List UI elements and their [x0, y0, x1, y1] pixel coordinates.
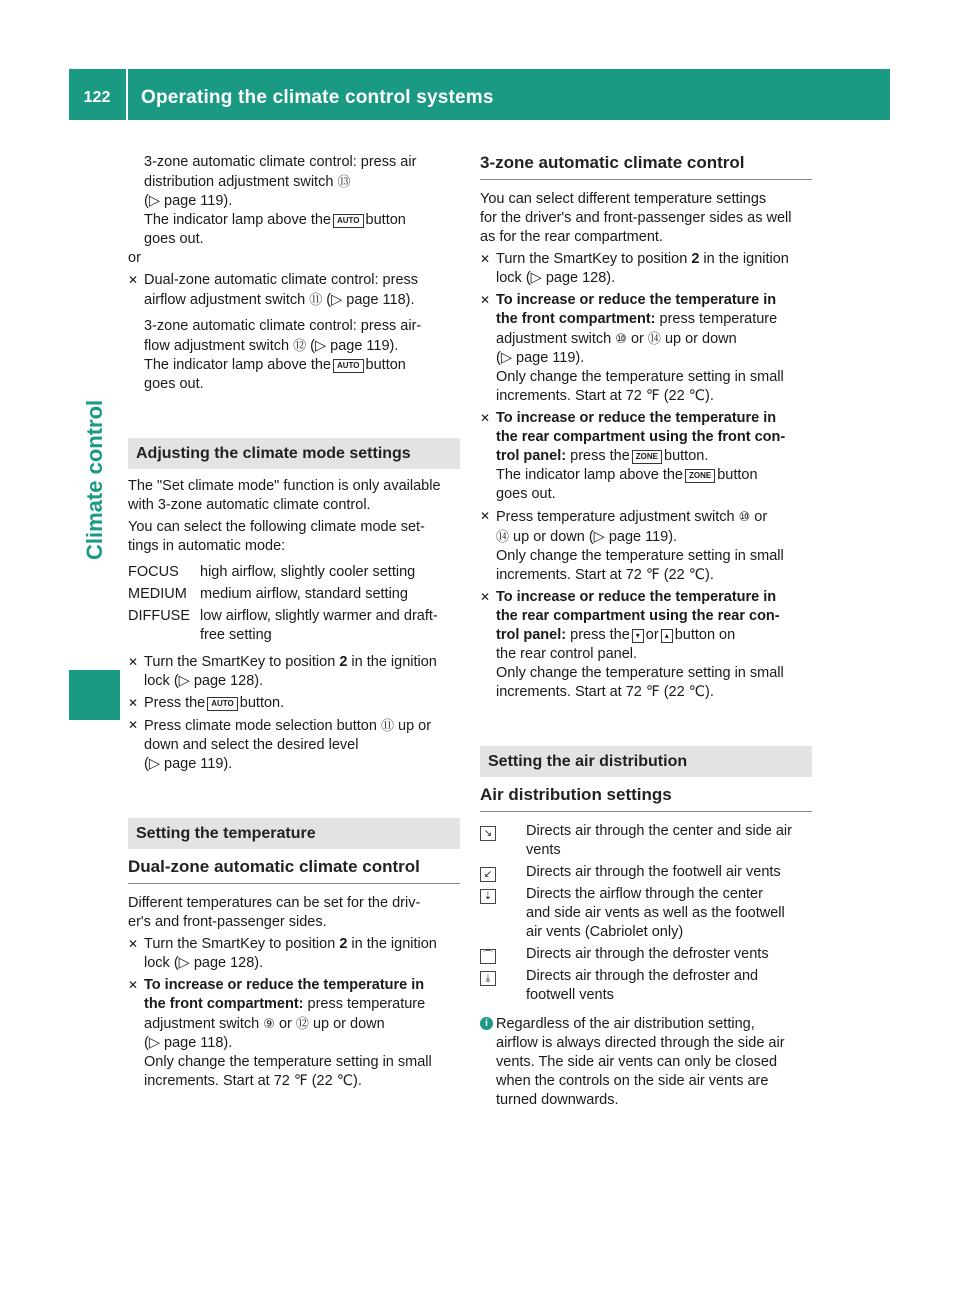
text-line: increments. Start at 72 ℉ (22 ℃). [496, 567, 714, 583]
callout-number: ⑨ [263, 1016, 275, 1031]
side-tab-label: Climate control [82, 399, 107, 561]
step-arrow-icon: ✕ [128, 978, 139, 992]
callout-number: ⑬ [337, 174, 351, 189]
step-arrow-icon: ✕ [480, 590, 491, 604]
instruction-step [480, 507, 812, 585]
text-line: as for the rear compartment. [480, 229, 663, 245]
callout-number: ⑪ [309, 292, 323, 307]
text-line: the rear control panel. [496, 646, 638, 662]
text-line: Dual-zone automatic climate control: press [144, 272, 419, 288]
callout-number: ⑫ [295, 1016, 309, 1031]
air-setting-row [480, 967, 812, 1005]
step-arrow-icon: ✕ [480, 411, 491, 425]
text-line: down and select the desired level [144, 737, 359, 753]
text-line: To increase or reduce the temperature in [496, 410, 777, 426]
text-line: Directs air through the defroster and [526, 968, 759, 984]
callout-number: ⑪ [380, 718, 394, 733]
text-line: The indicator lamp above the AUTO button [144, 212, 406, 228]
footwell-vents-icon: ↙ [480, 867, 496, 882]
text-line: Regardless of the air distribution setting, [496, 1016, 755, 1032]
section-heading: Adjusting the climate mode settings [128, 438, 460, 469]
text-line: the front compartment: press temperature [144, 996, 426, 1012]
instruction-step [128, 935, 460, 973]
instruction-step [480, 409, 812, 504]
paragraph [128, 317, 460, 394]
text-line: increments. Start at 72 ℉ (22 ℃). [144, 1073, 362, 1089]
instruction-step [128, 271, 460, 310]
header-separator [126, 69, 128, 120]
text-line: Press temperature adjustment switch ⑩ or [496, 509, 768, 525]
air-setting-row [480, 885, 812, 942]
text-line: Only change the temperature setting in small [496, 665, 784, 681]
section-heading: Setting the air distribution [480, 746, 812, 777]
text-line: Directs air through the footwell air vents [526, 864, 781, 880]
mode-key: DIFFUSE [128, 608, 191, 624]
step-arrow-icon: ✕ [128, 696, 139, 710]
text-line: Directs air through the center and side air [526, 823, 792, 839]
text-line: To increase or reduce the temperature in [496, 292, 777, 308]
step-arrow-icon: ✕ [480, 252, 491, 266]
info-note [480, 1015, 812, 1110]
mode-desc: medium airflow, standard setting [200, 586, 408, 602]
down-button-icon: ▾ [632, 629, 644, 643]
subsection-heading: 3-zone automatic climate control [480, 153, 812, 180]
instruction-step [480, 291, 812, 406]
text-line: the rear compartment using the front con- [496, 429, 786, 445]
text-line: To increase or reduce the temperature in [144, 977, 425, 993]
text-line: goes out. [144, 376, 204, 392]
callout-number: ⑩ [615, 331, 627, 346]
subsection-heading: Air distribution settings [480, 785, 812, 812]
text-line: 3-zone automatic climate control: press air [144, 154, 417, 170]
text-line: flow adjustment switch ⑫ (▷ page 119). [144, 338, 399, 354]
side-tab-marker [69, 670, 120, 720]
instruction-step [480, 588, 812, 702]
text-line: turned downwards. [496, 1092, 619, 1108]
text-line: increments. Start at 72 ℉ (22 ℃). [496, 388, 714, 404]
instruction-step [128, 976, 460, 1091]
text-line: You can select the following climate mode set- [128, 519, 425, 535]
text-line: the front compartment: press temperature [496, 311, 778, 327]
text-line: adjustment switch ⑨ or ⑫ up or down [144, 1016, 385, 1032]
air-setting-row [480, 863, 812, 882]
right-column [480, 153, 812, 1110]
text-line: lock (▷ page 128). [496, 270, 616, 286]
text-line: airflow adjustment switch ⑪ (▷ page 118). [144, 292, 415, 308]
callout-number: ⑭ [496, 529, 510, 544]
auto-button-icon: AUTO [333, 359, 364, 373]
or-label: or [128, 250, 141, 266]
defroster-footwell-vents-icon: ⤓ [480, 971, 496, 986]
mode-desc: high airflow, slightly cooler setting [200, 564, 416, 580]
text-line: trol panel: press the ZONE button. [496, 448, 709, 464]
text-line: Press climate mode selection button ⑪ up or [144, 718, 432, 734]
text-line: To increase or reduce the temperature in [496, 589, 777, 605]
text-line: distribution adjustment switch ⑬ [144, 174, 351, 190]
air-setting-row [480, 945, 812, 964]
left-column [128, 153, 460, 1091]
instruction-step [128, 694, 460, 713]
page-title: Operating the climate control systems [141, 87, 494, 108]
up-button-icon: ▴ [661, 629, 673, 643]
callout-number: ⑫ [293, 338, 307, 353]
text-line: with 3-zone automatic climate control. [128, 497, 371, 513]
text-line: lock (▷ page 128). [144, 955, 264, 971]
text-line: goes out. [144, 231, 204, 247]
paragraph [128, 153, 460, 249]
text-line: vents [526, 842, 561, 858]
text-line: air vents (Cabriolet only) [526, 924, 684, 940]
text-line: Press the AUTO button. [144, 695, 285, 711]
page-number: 122 [83, 89, 111, 106]
text-line: Turn the SmartKey to position 2 in the ignition [144, 654, 437, 670]
step-arrow-icon: ✕ [128, 273, 139, 287]
mode-key: MEDIUM [128, 586, 187, 602]
callout-number: ⑩ [738, 509, 751, 524]
auto-button-icon: AUTO [207, 697, 238, 711]
page-reference[interactable]: (▷ page 119). [144, 756, 233, 772]
text-line: airflow is always directed through the side air [496, 1035, 785, 1051]
text-line: adjustment switch ⑩ or ⑭ up or down [496, 331, 737, 347]
text-line: Only change the temperature setting in small [144, 1054, 432, 1070]
text-line: The "Set climate mode" function is only available [128, 478, 441, 494]
auto-button-icon: AUTO [333, 214, 364, 228]
instruction-step [480, 250, 812, 288]
page-reference[interactable]: (▷ page 119). [144, 193, 233, 209]
mode-row [128, 607, 460, 645]
text-line: Only change the temperature setting in small [496, 548, 784, 564]
callout-number: ⑭ [647, 331, 661, 346]
text-line: trol panel: press the ▾ or ▴ button on [496, 627, 736, 643]
mode-row [128, 585, 460, 604]
step-arrow-icon: ✕ [128, 655, 139, 669]
text-line: ⑭ up or down (▷ page 119). [496, 529, 678, 545]
instruction-step [128, 716, 460, 774]
text-line: tings in automatic mode: [128, 538, 286, 554]
text-line: The indicator lamp above the AUTO button [144, 357, 406, 373]
text-line: for the driver's and front-passenger sides as well [480, 210, 792, 226]
text-line: er's and front-passenger sides. [128, 914, 327, 930]
mode-desc: free setting [200, 627, 272, 643]
step-arrow-icon: ✕ [128, 718, 139, 732]
text-line: and side air vents as well as the footwell [526, 905, 785, 921]
defroster-vents-icon: ⌒ [480, 949, 496, 964]
air-setting-row [480, 822, 812, 860]
text-line: vents. The side air vents can only be closed [496, 1054, 778, 1070]
text-line: lock (▷ page 128). [144, 673, 264, 689]
text-line: footwell vents [526, 987, 614, 1003]
text-line: Turn the SmartKey to position 2 in the ignition [496, 251, 789, 267]
info-icon: i [480, 1017, 493, 1030]
section-heading: Setting the temperature [128, 818, 460, 849]
mode-key: FOCUS [128, 564, 179, 580]
text-line: Different temperatures can be set for the driv- [128, 895, 421, 911]
text-line: Directs air through the defroster vents [526, 946, 769, 962]
text-line: The indicator lamp above the ZONE button [496, 467, 758, 483]
text-line: when the controls on the side air vents are [496, 1073, 769, 1089]
center-side-vents-icon: ↘ [480, 826, 496, 841]
text-line: 3-zone automatic climate control: press air- [144, 318, 422, 334]
page-reference[interactable]: (▷ page 118). [144, 1035, 233, 1051]
text-line: the rear compartment using the rear con- [496, 608, 780, 624]
text-line: You can select different temperature settings [480, 191, 767, 207]
center-footwell-vents-icon: ⇣ [480, 889, 496, 904]
step-arrow-icon: ✕ [128, 937, 139, 951]
text-line: Only change the temperature setting in small [496, 369, 784, 385]
text-line: increments. Start at 72 ℉ (22 ℃). [496, 684, 714, 700]
text-line: goes out. [496, 486, 556, 502]
step-arrow-icon: ✕ [480, 509, 491, 523]
text-line: Turn the SmartKey to position 2 in the ignition [144, 936, 437, 952]
zone-button-icon: ZONE [632, 450, 662, 464]
mode-desc: low airflow, slightly warmer and draft- [200, 608, 438, 624]
zone-button-icon: ZONE [685, 469, 715, 483]
instruction-step [128, 653, 460, 691]
step-arrow-icon: ✕ [480, 293, 491, 307]
text-line: Directs the airflow through the center [526, 886, 763, 902]
page-reference[interactable]: (▷ page 119). [496, 350, 585, 366]
subsection-heading: Dual-zone automatic climate control [128, 857, 460, 884]
mode-row [128, 563, 460, 582]
